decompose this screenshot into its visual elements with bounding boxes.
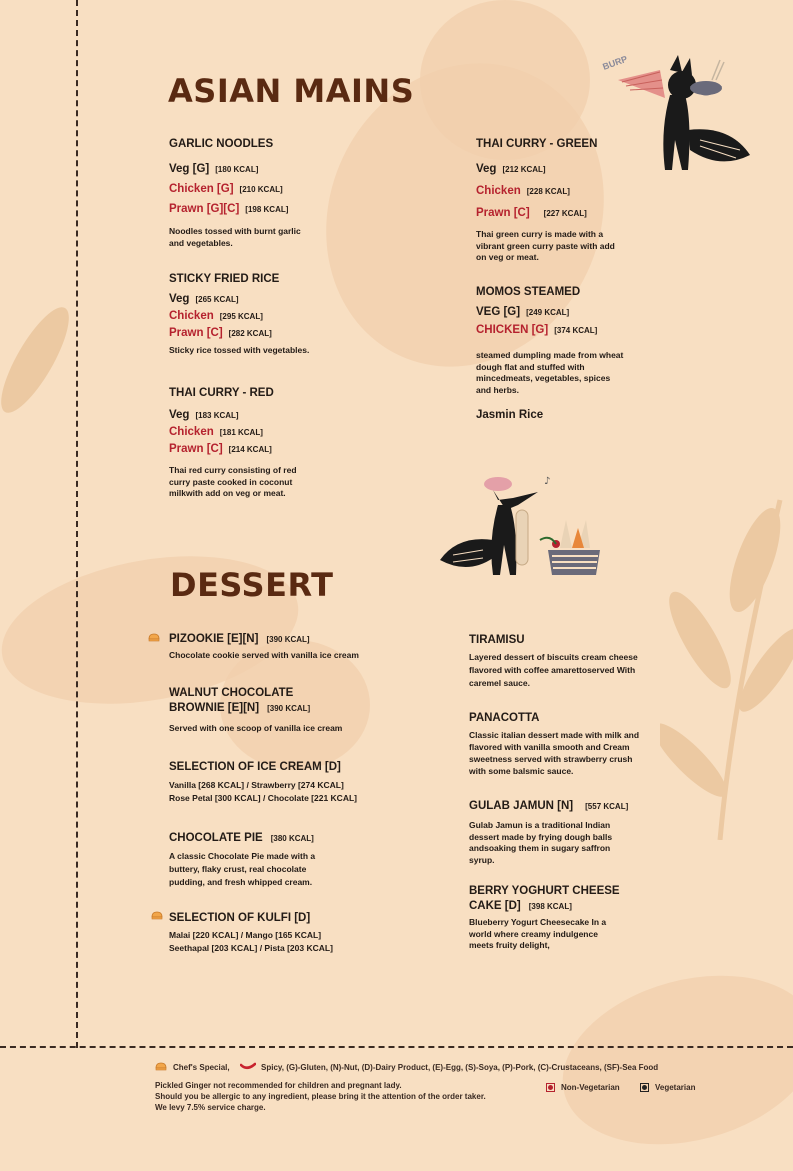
- item-name: THAI CURRY - RED: [169, 387, 274, 399]
- leaf-decoration: [660, 480, 793, 840]
- veg-option: Veg: [169, 409, 190, 421]
- legend-label: Non-Vegetarian: [561, 1083, 620, 1092]
- legend-non-vegetarian: [546, 1083, 620, 1092]
- asian-mains-title: ASIAN MAINS: [168, 72, 415, 110]
- prawn-option: Prawn [C]: [476, 207, 530, 219]
- item-description: dessert made by frying dough balls: [469, 831, 613, 842]
- leaf-decoration: [0, 290, 70, 430]
- kcal-value: [228 KCAL]: [526, 187, 570, 196]
- item-description: vibrant green curry paste with add: [476, 240, 615, 251]
- menu-item-garlic-noodles: [169, 138, 301, 249]
- footer-note: We levy 7.5% service charge.: [155, 1103, 266, 1112]
- menu-item-walnut-brownie: [169, 686, 342, 735]
- menu-item-panacotta: [469, 711, 639, 777]
- item-description: Noodles tossed with burnt garlic: [169, 226, 301, 236]
- non-veg-icon: [546, 1083, 555, 1092]
- menu-item-chocolate-pie: [169, 831, 315, 889]
- item-description: milkwith add on veg or meat.: [169, 488, 286, 498]
- kcal-value: [227 KCAL]: [543, 209, 587, 218]
- kcal-value: [557 KCAL]: [585, 802, 629, 811]
- kcal-value: [398 KCAL]: [528, 902, 572, 911]
- background-shape: [544, 949, 793, 1171]
- item-description: on veg or meat.: [476, 252, 539, 262]
- menu-item-kulfi: [169, 911, 333, 955]
- veg-option: Veg: [476, 163, 497, 175]
- kcal-value: [249 KCAL]: [526, 308, 570, 317]
- item-name: SELECTION OF ICE CREAM [D]: [169, 761, 341, 773]
- kcal-value: [212 KCAL]: [502, 165, 546, 174]
- veg-option: Veg [G]: [169, 163, 210, 175]
- item-name: BERRY YOGHURT CHEESE: [469, 885, 620, 897]
- item-name: PANACOTTA: [469, 712, 540, 724]
- item-description: Seethapal [203 KCAL] / Pista [203 KCAL]: [169, 943, 333, 953]
- item-description: caremel sauce.: [469, 678, 530, 688]
- item-description: Served with one scoop of vanilla ice cream: [169, 723, 343, 733]
- svg-text:♪: ♪: [544, 476, 551, 487]
- item-description: Layered dessert of biscuits cream cheese: [469, 652, 638, 662]
- item-description: Sticky rice tossed with vegetables.: [169, 345, 310, 355]
- item-description: Vanilla [268 KCAL] / Strawberry [274 KCAL]: [169, 780, 344, 790]
- menu-item-ice-cream: [169, 760, 357, 805]
- item-description: buttery, flaky crust, real chocolate: [169, 864, 307, 874]
- menu-item-berry-cheesecake: [469, 884, 620, 952]
- item-name: CHOCOLATE PIE: [169, 832, 263, 844]
- chicken-option: Chicken [G]: [169, 183, 234, 195]
- item-description: curry paste cooked in coconut: [169, 476, 293, 487]
- kcal-value: [374 KCAL]: [554, 326, 598, 335]
- item-description: Malai [220 KCAL] / Mango [165 KCAL]: [169, 930, 322, 940]
- item-description: steamed dumpling made from wheat: [476, 350, 624, 360]
- item-description: syrup.: [469, 854, 495, 865]
- item-description: flavored with coffee amarettoserved With: [469, 665, 636, 675]
- chili-icon: [240, 1062, 256, 1071]
- item-description: Gulab Jamun is a traditional Indian: [469, 820, 611, 830]
- item-description: Rose Petal [300 KCAL] / Chocolate [221 KCAL]: [169, 793, 357, 803]
- menu-item-thai-curry-red: [169, 387, 297, 500]
- menu-item-gulab-jamun: [469, 799, 628, 866]
- veg-option: VEG [G]: [476, 306, 521, 318]
- kcal-value: [282 KCAL]: [228, 329, 272, 338]
- legend-chefs-special: Chef's Special,: [173, 1063, 230, 1072]
- kcal-value: [180 KCAL]: [215, 165, 259, 174]
- item-description: Blueberry Yogurt Cheesecake In a: [469, 917, 607, 927]
- item-name: GARLIC NOODLES: [169, 138, 274, 150]
- menu-item-sticky-fried-rice: [169, 273, 309, 357]
- item-name: GULAB JAMUN [N]: [469, 800, 574, 812]
- chefs-special-icon: [148, 633, 160, 642]
- chicken-option: CHICKEN [G]: [476, 324, 549, 336]
- item-name: MOMOS STEAMED: [476, 286, 581, 298]
- item-description: Classic italian dessert made with milk and: [469, 730, 640, 740]
- item-description: sweetness served with strawberry crush: [469, 754, 633, 764]
- chefs-special-icon: [155, 1062, 167, 1071]
- item-description: world where creamy indulgence: [469, 928, 598, 939]
- menu-item-tiramisu: [469, 633, 638, 690]
- item-description: meets fruity delight,: [469, 940, 550, 950]
- dessert-title: DESSERT: [170, 566, 334, 604]
- vertical-dashed-divider: [76, 0, 78, 1048]
- burp-text: BURP: [601, 53, 629, 72]
- item-description: with some balsmic sauce.: [469, 766, 574, 776]
- item-description: Chocolate cookie served with vanilla ice cream: [169, 650, 359, 660]
- horizontal-dashed-divider: [0, 1046, 793, 1048]
- kcal-value: [380 KCAL]: [270, 834, 314, 843]
- legend-vegetarian: [640, 1083, 695, 1092]
- chef-fox-with-basket-illustration: [438, 470, 618, 580]
- item-description: andsoaking them in sugary saffron: [469, 843, 611, 853]
- kcal-value: [210 KCAL]: [239, 185, 283, 194]
- kcal-value: [390 KCAL]: [267, 704, 311, 713]
- kcal-value: [183 KCAL]: [195, 411, 239, 420]
- item-description: flavored with vanilla smooth and Cream: [469, 742, 630, 752]
- item-name-jasmin-rice: Jasmin Rice: [476, 409, 544, 421]
- legend-allergen-codes: Spicy, (G)-Gluten, (N)-Nut, (D)-Dairy Product, (E)-Egg, (S)-Soya, (P)-Pork, (C)-Crustaceans, (SF)-Sea Food: [261, 1063, 659, 1072]
- item-name: TIRAMISU: [469, 634, 525, 646]
- chefs-special-icon: [151, 911, 163, 920]
- legend-label: Vegetarian: [655, 1083, 696, 1092]
- chicken-option: Chicken: [476, 185, 521, 197]
- veg-icon: [640, 1083, 649, 1092]
- item-description: and herbs.: [476, 384, 519, 395]
- menu-item-pizookie: [169, 632, 359, 662]
- prawn-option: Prawn [C]: [169, 443, 223, 455]
- item-description: dough flat and stuffed with: [476, 361, 585, 372]
- kcal-value: [390 KCAL]: [266, 635, 310, 644]
- kcal-value: [295 KCAL]: [219, 312, 263, 321]
- menu-item-momos-steamed: [476, 286, 623, 421]
- kcal-value: [214 KCAL]: [228, 445, 272, 454]
- item-name: BROWNIE [E][N]: [169, 702, 260, 714]
- item-name: SELECTION OF KULFI [D]: [169, 912, 311, 924]
- item-description: pudding, and fresh whipped cream.: [169, 877, 313, 887]
- item-name: PIZOOKIE [E][N]: [169, 633, 259, 645]
- item-name: THAI CURRY - GREEN: [476, 138, 598, 150]
- prawn-option: Prawn [C]: [169, 327, 223, 339]
- footer-notes: [155, 1080, 486, 1113]
- kcal-value: [265 KCAL]: [195, 295, 239, 304]
- item-description: Thai red curry consisting of red: [169, 465, 297, 475]
- item-name: STICKY FRIED RICE: [169, 273, 280, 285]
- chicken-option: Chicken: [169, 310, 214, 322]
- item-description: and vegetables.: [169, 237, 233, 248]
- kcal-value: [181 KCAL]: [219, 428, 263, 437]
- menu-item-thai-curry-green: [476, 138, 615, 264]
- item-description: A classic Chocolate Pie made with a: [169, 851, 316, 861]
- footer-note: Pickled Ginger not recommended for children and pregnant lady.: [155, 1081, 402, 1090]
- item-description: mincedmeats, vegetables, spices: [476, 373, 611, 383]
- kcal-value: [198 KCAL]: [245, 205, 289, 214]
- item-name: CAKE [D]: [469, 900, 521, 912]
- background-shape: [420, 0, 590, 160]
- item-name: WALNUT CHOCOLATE: [169, 687, 294, 699]
- prawn-option: Prawn [G][C]: [169, 203, 240, 215]
- fox-with-noodles-illustration: [600, 50, 760, 185]
- chicken-option: Chicken: [169, 426, 214, 438]
- veg-option: Veg: [169, 293, 190, 305]
- item-description: Thai green curry is made with a: [476, 229, 604, 239]
- footer-note: Should you be allergic to any ingredient, please bring it the attention of the order taker.: [155, 1092, 486, 1101]
